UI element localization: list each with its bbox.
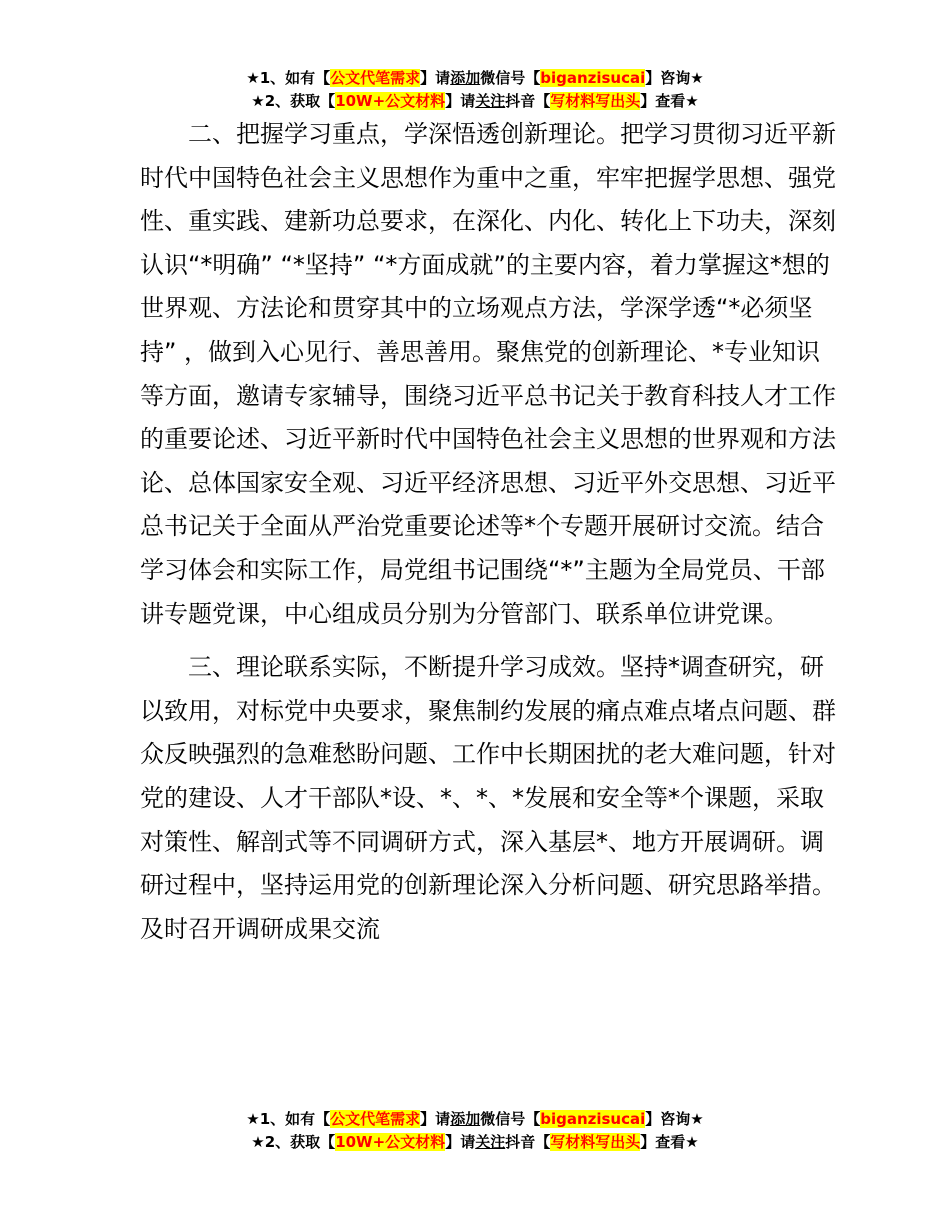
header-banner [0, 67, 950, 113]
header-line-1-highlight-wechat: biganzisucai [540, 69, 646, 87]
header-line-1-emphasis: 添加 [450, 69, 481, 87]
footer-line-1-prefix: ★1、如有【 [246, 1110, 331, 1128]
footer-line-2 [0, 1131, 950, 1154]
header-line-2-suffix: 】查看★ [640, 92, 699, 110]
footer-banner [0, 1108, 950, 1154]
footer-line-2-mid: 】请 [445, 1133, 476, 1151]
document-body [140, 113, 840, 951]
header-line-1-prefix: ★1、如有【 [246, 69, 331, 87]
footer-line-2-suffix: 】查看★ [640, 1133, 699, 1151]
paragraph-theory-practice: 三、理论联系实际，不断提升学习成效。坚持*调查研究，研以致用，对标党中央要求，聚焦制约发展的痛点难点堵点问题、群众反映强烈的急难愁盼问题、工作中长期困扰的老大难问题，针对党的建设、人才干部队*设、*、*、*发展和安全等*个课题，采取对策性、解剖式等不同调研方式，深入基层*、地方开展调研。调研过程中，坚持运用党的创新理论深入分析问题、研究思路举措。及时召开调研成果交流 [140, 653, 836, 943]
header-line-2-emphasis: 关注 [475, 92, 506, 110]
header-line-2 [0, 90, 950, 113]
header-line-1-mid2: 微信号【 [480, 69, 541, 87]
footer-line-1-highlight-wechat: biganzisucai [540, 1110, 646, 1128]
footer-line-1-suffix: 】咨询★ [645, 1110, 704, 1128]
header-line-2-highlight-douyin: 写材料写出头 [550, 92, 641, 110]
footer-line-2-emphasis: 关注 [475, 1133, 506, 1151]
header-line-2-mid2: 抖音【 [505, 92, 551, 110]
header-line-2-mid: 】请 [445, 92, 476, 110]
footer-line-2-mid2: 抖音【 [505, 1133, 551, 1151]
header-line-1-mid: 】请 [420, 69, 451, 87]
footer-line-2-highlight-materials: 10W+公文材料 [335, 1133, 446, 1151]
paragraph-study-focus: 二、把握学习重点，学深悟透创新理论。把学习贯彻习近平新时代中国特色社会主义思想作为重中之重，牢牢把握学思想、强党性、重实践、建新功总要求，在深化、内化、转化上下功夫，深刻认识“*明确” “*坚持” “*方面成就”的主要内容，着力掌握这*想的世界观、方法论和贯穿其中的立场观点方法，学深学透“*必须坚持” ，做到入心见行、善思善用。聚焦党的创新理论、*专业知识等方面，邀请专家辅导，围绕习近平总书记关于教育科技人才工作的重要论述、习近平新时代中国特色社会主义思想的世界观和方法论、总体国家安全观、习近平经济思想、习近平外交思想、习近平总书记关于全面从严治党重要论述等*个专题开展研讨交流。结合学习体会和实际工作，局党组书记围绕“*”主题为全局党员、干部讲专题党课，中心组成员分别为分管部门、联系单位讲党课。 [140, 120, 836, 628]
footer-line-1-mid2: 微信号【 [480, 1110, 541, 1128]
header-line-1-highlight-service: 公文代笔需求 [330, 69, 421, 87]
footer-line-2-highlight-douyin: 写材料写出头 [550, 1133, 641, 1151]
header-line-1-suffix: 】咨询★ [645, 69, 704, 87]
header-line-2-prefix: ★2、获取【 [251, 92, 336, 110]
footer-line-1-emphasis: 添加 [450, 1110, 481, 1128]
header-line-1 [0, 67, 950, 90]
footer-line-1-highlight-service: 公文代笔需求 [330, 1110, 421, 1128]
footer-line-2-prefix: ★2、获取【 [251, 1133, 336, 1151]
footer-line-1 [0, 1108, 950, 1131]
footer-line-1-mid: 】请 [420, 1110, 451, 1128]
header-line-2-highlight-materials: 10W+公文材料 [335, 92, 446, 110]
